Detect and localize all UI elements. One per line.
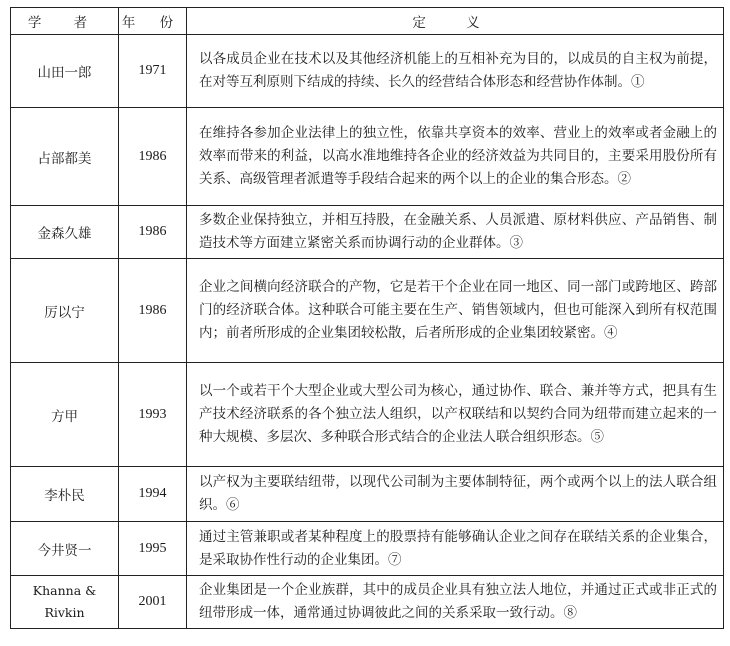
table-header-row bbox=[11, 8, 724, 35]
table-row bbox=[11, 35, 724, 108]
definition-cell: 以各成员企业在技术以及其他经济机能上的互相补充为目的，以成员的自主权为前提，在对等互利原则下结成的持续、长久的经营结合体形态和经营协作体制。① bbox=[187, 35, 724, 108]
table-row bbox=[11, 576, 724, 629]
definition-cell: 企业之间横向经济联合的产物，它是若干个企业在同一地区、同一部门或跨地区、跨部门的经济联合体。这种联合可能主要在生产、销售领域内，但也可能深入到所有权范围内；前者所形成的企业集团较松散，后者所形成的企业集团较紧密。④ bbox=[187, 259, 724, 363]
scholar-cell: 金森久雄 bbox=[11, 206, 119, 259]
year-cell: 1993 bbox=[119, 363, 187, 467]
table-row bbox=[11, 522, 724, 576]
definition-cell: 企业集团是一个企业族群，其中的成员企业具有独立法人地位，并通过正式或非正式的纽带形成一体，通常通过协调彼此之间的关系采取一致行动。⑧ bbox=[187, 576, 724, 629]
scholar-cell: Khanna & Rivkin bbox=[11, 576, 119, 629]
definition-cell: 多数企业保持独立，并相互持股，在金融关系、人员派遣、原材料供应、产品销售、制造技术等方面建立紧密关系而协调行动的企业群体。③ bbox=[187, 206, 724, 259]
scholar-cell: 今井贤一 bbox=[11, 522, 119, 576]
year-cell: 1986 bbox=[119, 108, 187, 206]
definitions-table bbox=[10, 7, 724, 629]
year-cell: 1986 bbox=[119, 259, 187, 363]
scholar-cell: 占部都美 bbox=[11, 108, 119, 206]
year-cell: 1995 bbox=[119, 522, 187, 576]
year-cell: 1986 bbox=[119, 206, 187, 259]
definition-cell: 以一个或若干个大型企业或大型公司为核心，通过协作、联合、兼并等方式，把具有生产技术经济联系的各个独立法人组织，以产权联结和以契约合同为纽带而建立起来的一种大规模、多层次、多种联合形式结合的企业法人联合组织形态。⑤ bbox=[187, 363, 724, 467]
table-row bbox=[11, 108, 724, 206]
year-cell: 1994 bbox=[119, 467, 187, 522]
definition-cell: 通过主管兼职或者某种程度上的股票持有能够确认企业之间存在联结关系的企业集合，是采取协作性行动的企业集团。⑦ bbox=[187, 522, 724, 576]
definition-cell: 以产权为主要联结纽带，以现代公司制为主要体制特征，两个或两个以上的法人联合组织。⑥ bbox=[187, 467, 724, 522]
scholar-cell: 厉以宁 bbox=[11, 259, 119, 363]
header-scholar: 学 者 bbox=[11, 8, 119, 35]
table-row bbox=[11, 259, 724, 363]
header-year: 年 份 bbox=[119, 8, 187, 35]
scholar-cell: 山田一郎 bbox=[11, 35, 119, 108]
table-row bbox=[11, 206, 724, 259]
definition-cell: 在维持各参加企业法律上的独立性，依靠共享资本的效率、营业上的效率或者金融上的效率而带来的利益，以高水准地维持各企业的经济效益为共同目的，主要采用股份所有关系、高级管理者派遣等手段结合起来的两个以上的企业的集合形态。② bbox=[187, 108, 724, 206]
header-definition: 定 义 bbox=[187, 8, 724, 35]
scholar-cell: 李朴民 bbox=[11, 467, 119, 522]
year-cell: 2001 bbox=[119, 576, 187, 629]
scholar-cell: 方甲 bbox=[11, 363, 119, 467]
year-cell: 1971 bbox=[119, 35, 187, 108]
table-row bbox=[11, 363, 724, 467]
table-row bbox=[11, 467, 724, 522]
